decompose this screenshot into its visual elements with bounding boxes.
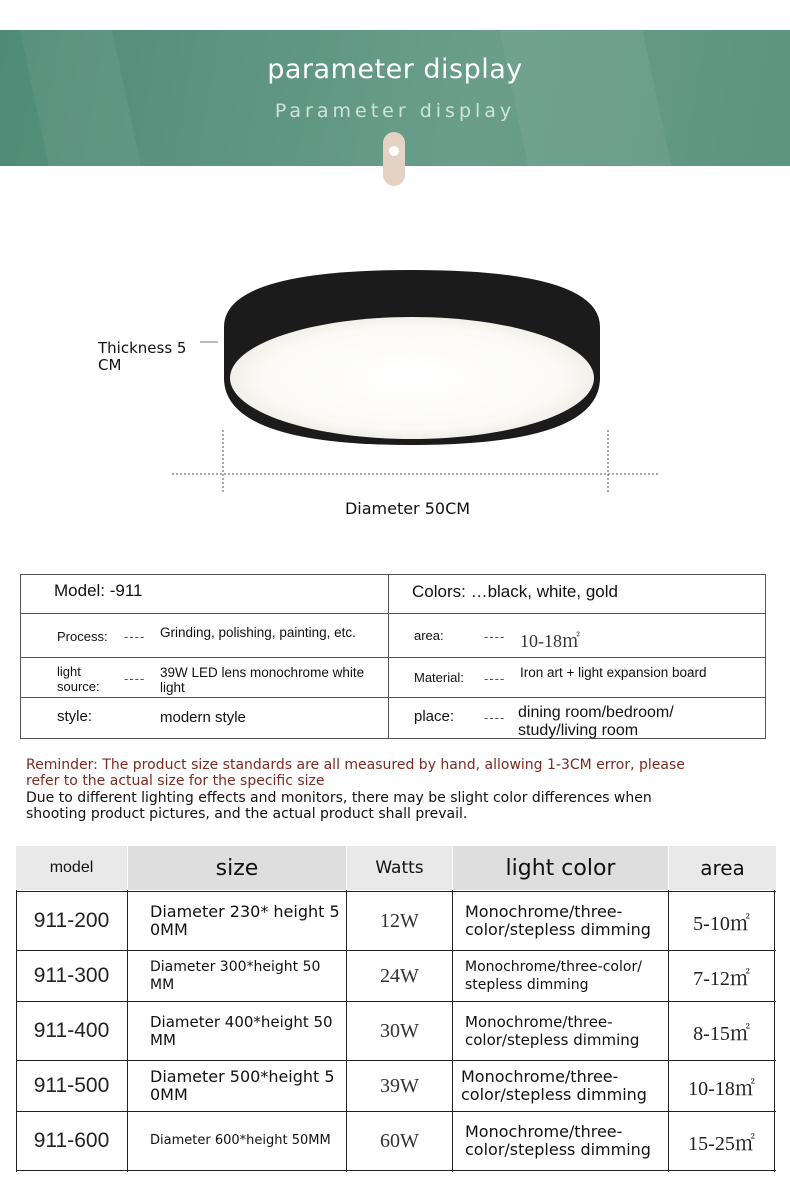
row-watts: 12W [380, 909, 419, 932]
row-size: Diameter 300*height 50 MM [150, 959, 321, 993]
row-light-color: Monochrome/three-color/stepless dimming [465, 1013, 640, 1049]
row-size: Diameter 400*height 50 MM [150, 1013, 333, 1049]
spec-place-value: dining room/bedroom/ study/living room [518, 704, 674, 739]
banner-texture [495, 30, 686, 166]
spec-material-value: Iron art + light expansion board [520, 665, 707, 680]
spec-light-source-label: light source: [57, 664, 100, 694]
row-area: 7-12㎡ [693, 967, 750, 990]
row-light-color: Monochrome/three-color/ stepless dimming [465, 959, 642, 993]
spec-table [20, 574, 766, 739]
row-model: 911-300 [33, 964, 110, 987]
thickness-label: Thickness 5 CM [98, 339, 187, 374]
header-size: size [128, 846, 346, 890]
size-reminder: Reminder: The product size standards are all measured by hand, allowing 1-3CM error, please refer to the actual size for the specific size [26, 757, 685, 789]
row-area: 5-10㎡ [693, 912, 750, 935]
header-light-color: light color [453, 846, 668, 890]
header-area: area [669, 846, 776, 890]
spec-dash: ---- [484, 629, 506, 644]
row-watts: 30W [380, 1019, 419, 1042]
spec-dash: ---- [484, 710, 506, 725]
row-light-color: Monochrome/three-color/stepless dimming [465, 902, 651, 939]
spec-row-divider [21, 657, 765, 658]
header-watts: Watts [347, 846, 452, 890]
row-watts: 60W [380, 1129, 419, 1152]
spec-area-label: area: [414, 628, 444, 643]
spec-style-label: style: [57, 708, 93, 725]
spec-process-label: Process: [57, 629, 108, 644]
row-model: 911-200 [33, 909, 110, 932]
row-model: 911-600 [33, 1129, 110, 1152]
row-light-color: Monochrome/three-color/stepless dimming [461, 1067, 647, 1104]
banner-texture [14, 30, 156, 166]
spec-colors: Colors: …black, white, gold [412, 582, 618, 601]
row-area: 8-15㎡ [693, 1022, 750, 1045]
row-size: Diameter 230* height 5 0MM [150, 902, 340, 939]
spec-row-divider [21, 613, 765, 614]
lamp-diffuser [230, 317, 594, 439]
spec-process-value: Grinding, polishing, painting, etc. [160, 625, 356, 640]
row-model: 911-400 [33, 1019, 110, 1042]
model-table [16, 846, 776, 1172]
spec-area-value: 10-18㎡ [520, 631, 580, 651]
row-area: 10-18㎡ [688, 1077, 755, 1100]
row-size: Diameter 600*height 50MM [150, 1133, 331, 1148]
row-area: 15-25㎡ [688, 1132, 755, 1155]
spec-dash: ---- [124, 629, 146, 644]
header-model: model [16, 846, 127, 890]
row-watts: 24W [380, 964, 419, 987]
spec-style-value: modern style [160, 709, 246, 726]
spec-material-label: Material: [414, 670, 464, 685]
spec-place-label: place: [414, 708, 455, 725]
table-rule [16, 1170, 776, 1171]
page-title: parameter display [267, 54, 523, 85]
spec-row-divider [21, 697, 765, 698]
table-rule [774, 890, 775, 1172]
row-light-color: Monochrome/three-color/stepless dimming [465, 1122, 651, 1159]
spec-model: Model: -911 [54, 581, 143, 600]
pill-dot [389, 146, 399, 156]
spec-dash: ---- [124, 671, 146, 686]
row-model: 911-500 [33, 1074, 110, 1097]
spec-dash: ---- [484, 671, 506, 686]
row-size: Diameter 500*height 5 0MM [150, 1067, 335, 1104]
page-subtitle: Parameter display [274, 100, 516, 122]
color-disclaimer: Due to different lighting effects and monitors, there may be slight color differences when shooting product pictures, and the actual product shall prevail. [26, 790, 652, 822]
spec-light-source-value: 39W LED lens monochrome white light [160, 665, 365, 695]
row-watts: 39W [380, 1074, 419, 1097]
diameter-label: Diameter 50CM [344, 499, 471, 518]
decorative-pill [383, 132, 405, 186]
